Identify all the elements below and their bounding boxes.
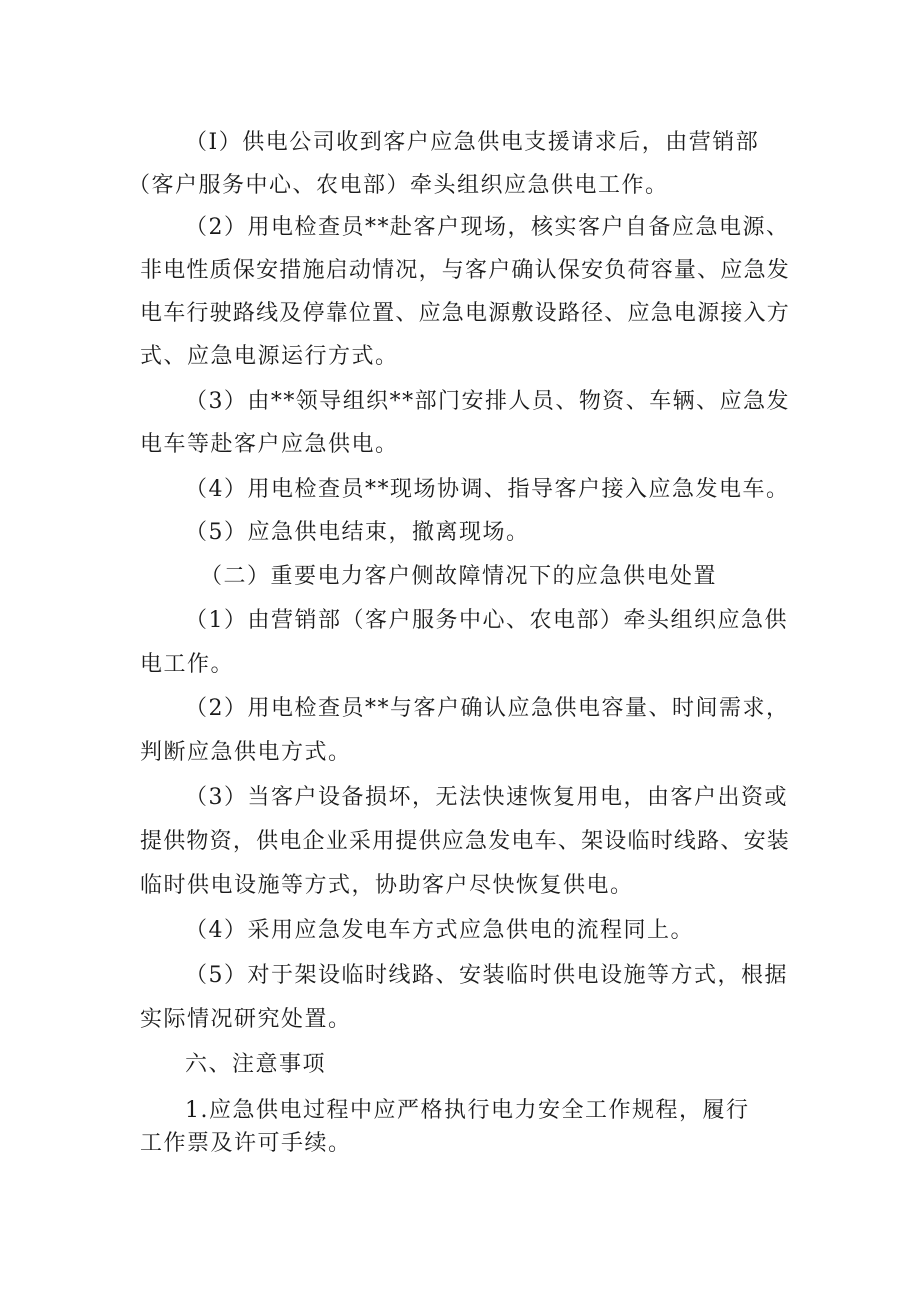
paragraph-line: （4）采用应急发电车方式应急供电的流程同上。 [185,918,694,943]
paragraph-line: （3）由**领导组织**部门安排人员、物资、车辆、应急发 [185,389,790,414]
section-heading: 六、注意事项 [185,1052,327,1077]
paragraph-line: 1.应急供电过程中应严格执行电力安全工作规程，履行 [185,1098,750,1123]
paragraph-line: 提供物资，供电企业采用提供应急发电车、架设临时线路、安装 [140,829,791,854]
paragraph-line: （2）用电检查员**与客户确认应急供电容量、时间需求， [185,696,790,721]
paragraph-line: （3）当客户设备损坏，无法快速恢复用电，由客户出资或 [185,785,788,810]
paragraph-line: 非电性质保安措施启动情况，与客户确认保安负荷容量、应急发 [140,258,791,283]
paragraph-line: 工作票及许可手续。 [140,1131,352,1156]
paragraph-line: 电车等赴客户应急供电。 [140,432,399,457]
paragraph-line: 临时供电设施等方式，协助客户尽快恢复供电。 [140,873,634,898]
paragraph-line: （客户服务中心、农电部）牵头组织应急供电工作。 [128,173,669,198]
paragraph-line: 式、应急电源运行方式。 [140,344,399,369]
paragraph-line: （5）对于架设临时线路、安装临时供电设施等方式，根据 [185,963,788,988]
paragraph-line: （4）用电检查员**现场协调、指导客户接入应急发电车。 [185,477,790,502]
paragraph-line: （5）应急供电结束，撤离现场。 [185,520,530,545]
paragraph-line: （I）供电公司收到客户应急供电支援请求后，由营销部 [185,130,760,155]
paragraph-line: 电工作。 [140,652,235,677]
paragraph-line: 实际情况研究处置。 [140,1007,352,1032]
paragraph-line: （1）由营销部（客户服务中心、农电部）牵头组织应急供 [185,608,788,633]
paragraph-line: 判断应急供电方式。 [140,740,352,765]
paragraph-line: 电车行驶路线及停靠位置、应急电源敷设路径、应急电源接入方 [140,301,791,326]
paragraph-line: （2）用电检查员**赴客户现场，核实客户自备应急电源、 [185,215,790,240]
section-heading: （二）重要电力客户侧故障情况下的应急供电处置 [200,564,718,589]
